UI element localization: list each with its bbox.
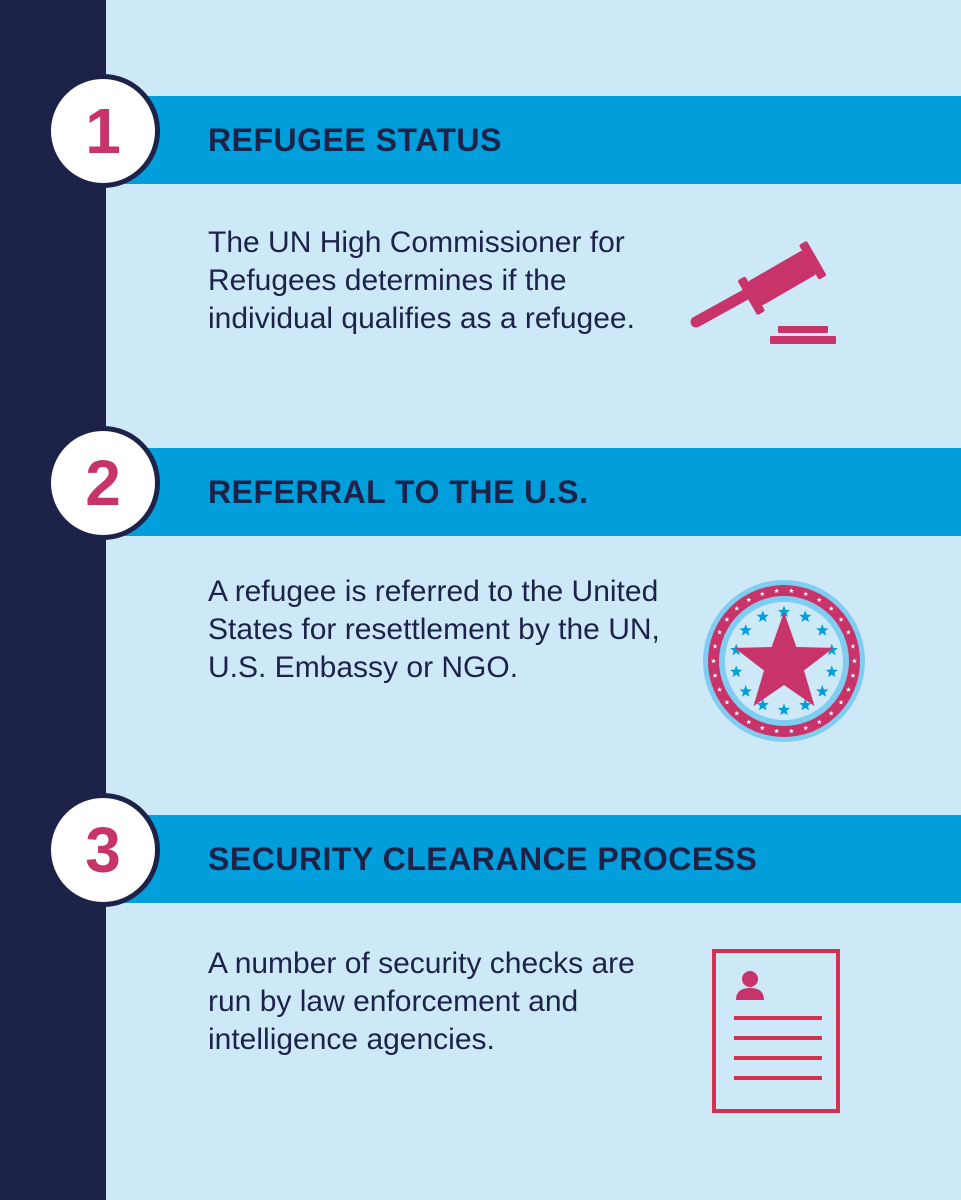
document-profile-icon <box>711 948 843 1116</box>
step-description: The UN High Commissioner for Refugees determines if the individual qualifies as a refugee. <box>208 226 635 335</box>
step-number-badge: 1 <box>46 74 160 188</box>
star-seal-icon <box>701 578 867 744</box>
step-2 <box>0 448 961 788</box>
step-3 <box>0 815 961 1155</box>
step-description: A number of security checks are run by law enforcement and intelligence agencies. <box>208 947 635 1056</box>
step-number-badge: 3 <box>46 793 160 907</box>
step-number-badge: 2 <box>46 426 160 540</box>
step-title: SECURITY CLEARANCE PROCESS <box>208 841 758 877</box>
step-description: A refugee is referred to the United States for resettlement by the UN, U.S. Embassy or NGO. <box>208 575 660 684</box>
gavel-icon <box>684 226 844 348</box>
step-title: REFERRAL TO THE U.S. <box>208 474 589 510</box>
step-1 <box>0 96 961 436</box>
step-title: REFUGEE STATUS <box>208 122 502 158</box>
